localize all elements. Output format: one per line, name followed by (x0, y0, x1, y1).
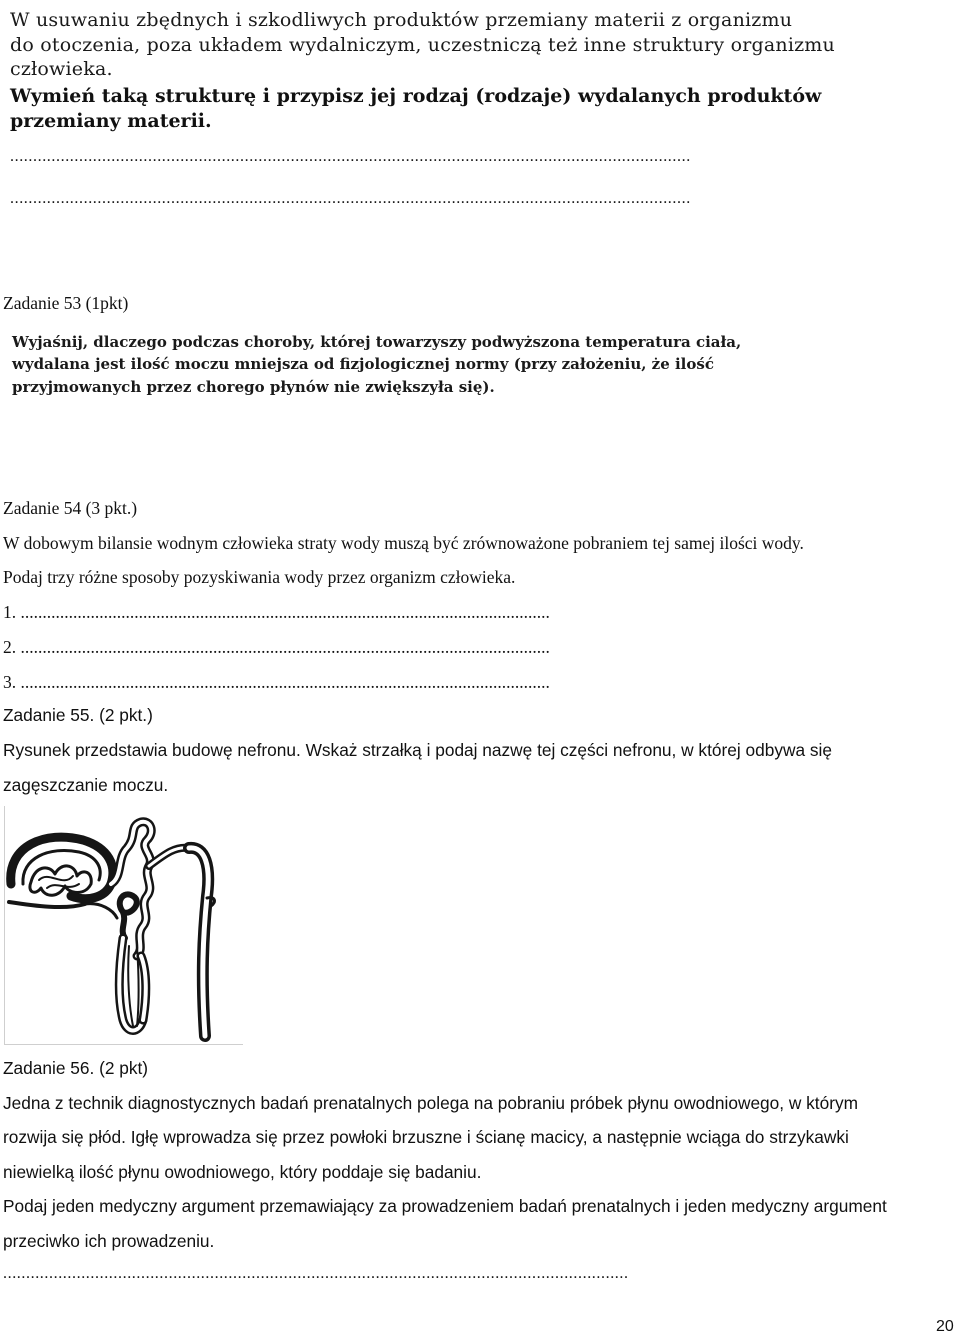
task52-question-line1: Wymień taką strukturę i przypisz jej rodzaj (rodzaje) wydalanych produktów (10, 85, 822, 107)
task52-text-line3: człowieka. (10, 58, 113, 80)
task52-answer-line1: .................................................................................................................................................... (10, 148, 691, 165)
task54-heading: Zadanie 54 (3 pkt.) (3, 498, 138, 518)
task54-answer-3: 3. ......................................................................................................................... (3, 672, 550, 692)
task54-answer-2: 2. ......................................................................................................................... (3, 637, 550, 657)
task52-answer-line2: .................................................................................................................................................... (10, 190, 691, 207)
task55-text-line2: zagęszczanie moczu. (3, 775, 169, 795)
task54-text-line2: Podaj trzy różne sposoby pozyskiwania wody przez organizm człowieka. (3, 567, 516, 587)
task56-answer-line: ........................................................................................................................................ (3, 1265, 629, 1282)
nephron-diagram-icon (5, 806, 243, 1044)
task56-text-line4: Podaj jeden medyczny argument przemawiający za prowadzeniem badań prenatalnych i jeden medyczny argument (3, 1196, 887, 1216)
task56-text-line1: Jedna z technik diagnostycznych badań prenatalnych polega na pobraniu próbek płynu owodniowego, w którym (3, 1093, 859, 1113)
task56-text-line3: niewielką ilość płynu owodniowego, który poddaje się badaniu. (3, 1162, 482, 1182)
task54-answer-1: 1. ......................................................................................................................... (3, 602, 550, 622)
task52-text-line1: W usuwaniu zbędnych i szkodliwych produktów przemiany materii z organizmu (10, 9, 793, 31)
task56-text-line2: rozwija się płód. Igłę wprowadza się przez powłoki brzuszne i ścianę macicy, a następnie wciąga do strzykawki (3, 1127, 849, 1147)
task54-text-line1: W dobowym bilansie wodnym człowieka straty wody muszą być zrównoważone pobraniem tej samej ilości wody. (3, 533, 804, 553)
task55-heading: Zadanie 55. (2 pkt.) (3, 705, 153, 725)
task56-text-line5: przeciwko ich prowadzeniu. (3, 1231, 215, 1251)
task53-text-line2: wydalana jest ilość moczu mniejsza od fizjologicznej normy (przy założeniu, że ilość (12, 355, 714, 373)
page-number: 20 (936, 1318, 954, 1335)
nephron-figure (4, 806, 243, 1045)
task56-heading: Zadanie 56. (2 pkt) (3, 1058, 149, 1078)
task53-text-line3: przyjmowanych przez chorego płynów nie zwiększyła się). (12, 378, 495, 396)
task53-text-line1: Wyjaśnij, dlaczego podczas choroby, której towarzyszy podwyższona temperatura ciała, (12, 333, 742, 351)
task55-text-line1: Rysunek przedstawia budowę nefronu. Wskaż strzałką i podaj nazwę tej części nefronu, w której odbywa się (3, 740, 832, 760)
task52-question-line2: przemiany materii. (10, 110, 212, 132)
task53-heading: Zadanie 53 (1pkt) (3, 293, 129, 313)
task52-text-line2: do otoczenia, poza układem wydalniczym, uczestniczą też inne struktury organizmu (10, 34, 835, 56)
